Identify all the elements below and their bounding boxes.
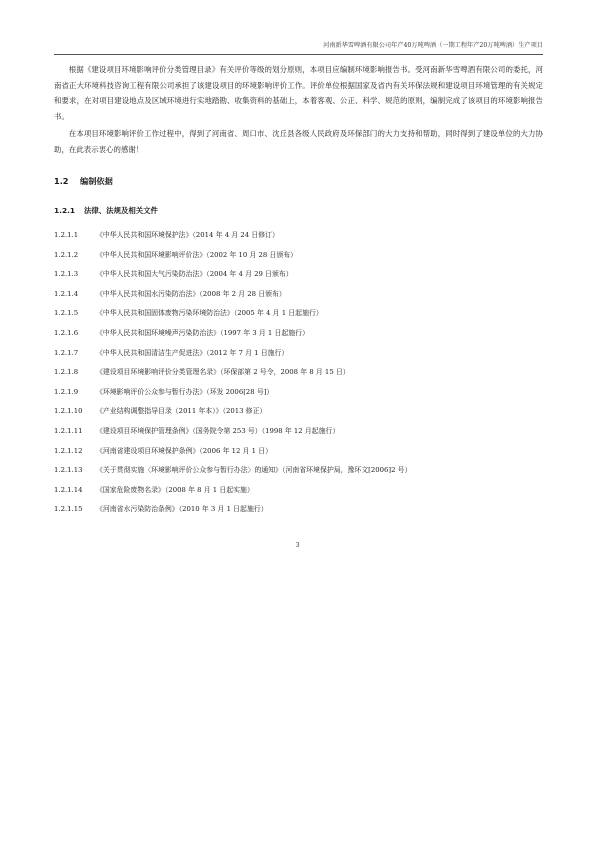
reference-number: 1.2.1.10: [54, 407, 83, 416]
reference-number: 1.2.1.9: [54, 387, 79, 396]
reference-text: 《中华人民共和国环境保护法》（2014 年 4 月 24 日修订）: [96, 231, 279, 239]
reference-text: 《建设项目环境影响评价分类管理名录》（环保部第 2 号令，2008 年 8 月 15 日）: [96, 368, 350, 377]
reference-item: [54, 268, 543, 280]
reference-number: 1.2.1.14: [54, 485, 83, 494]
reference-item: [54, 229, 543, 241]
page-number: 3: [295, 541, 300, 549]
reference-number: 1.2.1.4: [54, 289, 79, 298]
reference-item: [54, 288, 543, 300]
reference-text: 《河南省建设项目环境保护条例》（2006 年 12 月 1 日）: [96, 446, 273, 455]
reference-text: 《中华人民共和国环境噪声污染防治法》（1997 年 3 月 1 日起施行）: [96, 328, 309, 337]
reference-text: 《河南省水污染防治条例》（2010 年 3 月 1 日起施行）: [96, 505, 268, 514]
reference-number: 1.2.1.1: [54, 231, 79, 239]
reference-item: [54, 366, 543, 378]
reference-number: 1.2.1.3: [54, 270, 79, 279]
reference-item: [54, 464, 543, 476]
section-number: 1.2: [54, 176, 69, 186]
reference-number: 1.2.1.2: [54, 250, 79, 259]
reference-number: 1.2.1.12: [54, 446, 83, 455]
subsection-number: 1.2.1: [54, 206, 76, 215]
page-content: [54, 62, 543, 523]
reference-text: 《产业结构调整指导目录（2011 年本）》（2013 修正）: [96, 407, 267, 416]
intro-paragraph: 根据《建设项目环境影响评价分类管理目录》有关评价等级的划分原则，本项目应编制环境影响报告书。受河南新华雪啤酒有限公司的委托，河南省正大环境科技咨询工程有限公司承担了该建设项目的环境影响评价工作。评价单位根据国家及省内有关环保法规和建设项目环境管理的有关规定和要求，在对项目建设地点及区域环境进行实地踏勘、收集资料的基础上，本着客观、公正、科学、规范的原则，编制完成了该项目的环境影响报告书。: [54, 65, 543, 121]
reference-text: 《建设项目环境保护管理条例》（国务院令第 253 号）（1998 年 12 月起施行）: [96, 426, 340, 435]
reference-number: 1.2.1.6: [54, 328, 79, 337]
acknowledgement-paragraph: 在本项目环境影响评价工作过程中，得到了河南省、周口市、沈丘县各级人民政府及环保部门的大力支持和帮助，同时得到了建设单位的大力协助，在此表示衷心的感谢！: [54, 129, 543, 154]
reference-number: 1.2.1.13: [54, 466, 83, 475]
reference-text: 《中华人民共和国清洁生产促进法》（2012 年 7 月 1 日施行）: [96, 348, 289, 357]
reference-text: 《关于贯彻实施〈环境影响评价公众参与暂行办法〉的通知》（河南省环境保护局，豫环文[2006]2 号）: [96, 466, 412, 475]
subsection-heading: [54, 205, 543, 217]
reference-text: 《中华人民共和国固体废物污染环境防治法》（2005 年 4 月 1 日起施行）: [96, 309, 323, 318]
reference-item: [54, 425, 543, 437]
reference-item: [54, 307, 543, 319]
reference-list: [54, 229, 543, 516]
reference-text: 《中华人民共和国环境影响评价法》（2002 年 10 月 28 日颁布）: [96, 250, 298, 259]
reference-item: [54, 347, 543, 359]
running-header: [54, 40, 543, 55]
reference-item: [54, 484, 543, 496]
reference-item: [54, 249, 543, 261]
reference-text: 《国家危险废物名录》（2008 年 8 月 1 日起实施）: [96, 485, 254, 494]
reference-text: 《中华人民共和国水污染防治法》（2008 年 2 月 28 日颁布）: [96, 289, 286, 298]
reference-number: 1.2.1.15: [54, 505, 83, 514]
reference-item: [54, 445, 543, 457]
reference-item: [54, 327, 543, 339]
reference-number: 1.2.1.11: [54, 426, 83, 435]
reference-text: 《环境影响评价公众参与暂行办法》（环发 2006[28 号]）: [96, 387, 274, 396]
reference-item: [54, 405, 543, 417]
subsection-title: 法律、法规及相关文件: [84, 206, 158, 215]
reference-number: 1.2.1.5: [54, 309, 79, 318]
section-heading: [54, 175, 543, 187]
reference-item: [54, 503, 543, 515]
running-header-text: 河南新华雪啤酒有限公司年产40万吨啤酒（一期工程年产20万吨啤酒）生产项目: [323, 42, 543, 49]
section-title: 编制依据: [80, 176, 113, 186]
reference-item: [54, 386, 543, 398]
reference-number: 1.2.1.7: [54, 348, 79, 357]
reference-number: 1.2.1.8: [54, 368, 79, 377]
reference-text: 《中华人民共和国大气污染防治法》（2004 年 4 月 29 日颁布）: [96, 270, 293, 279]
